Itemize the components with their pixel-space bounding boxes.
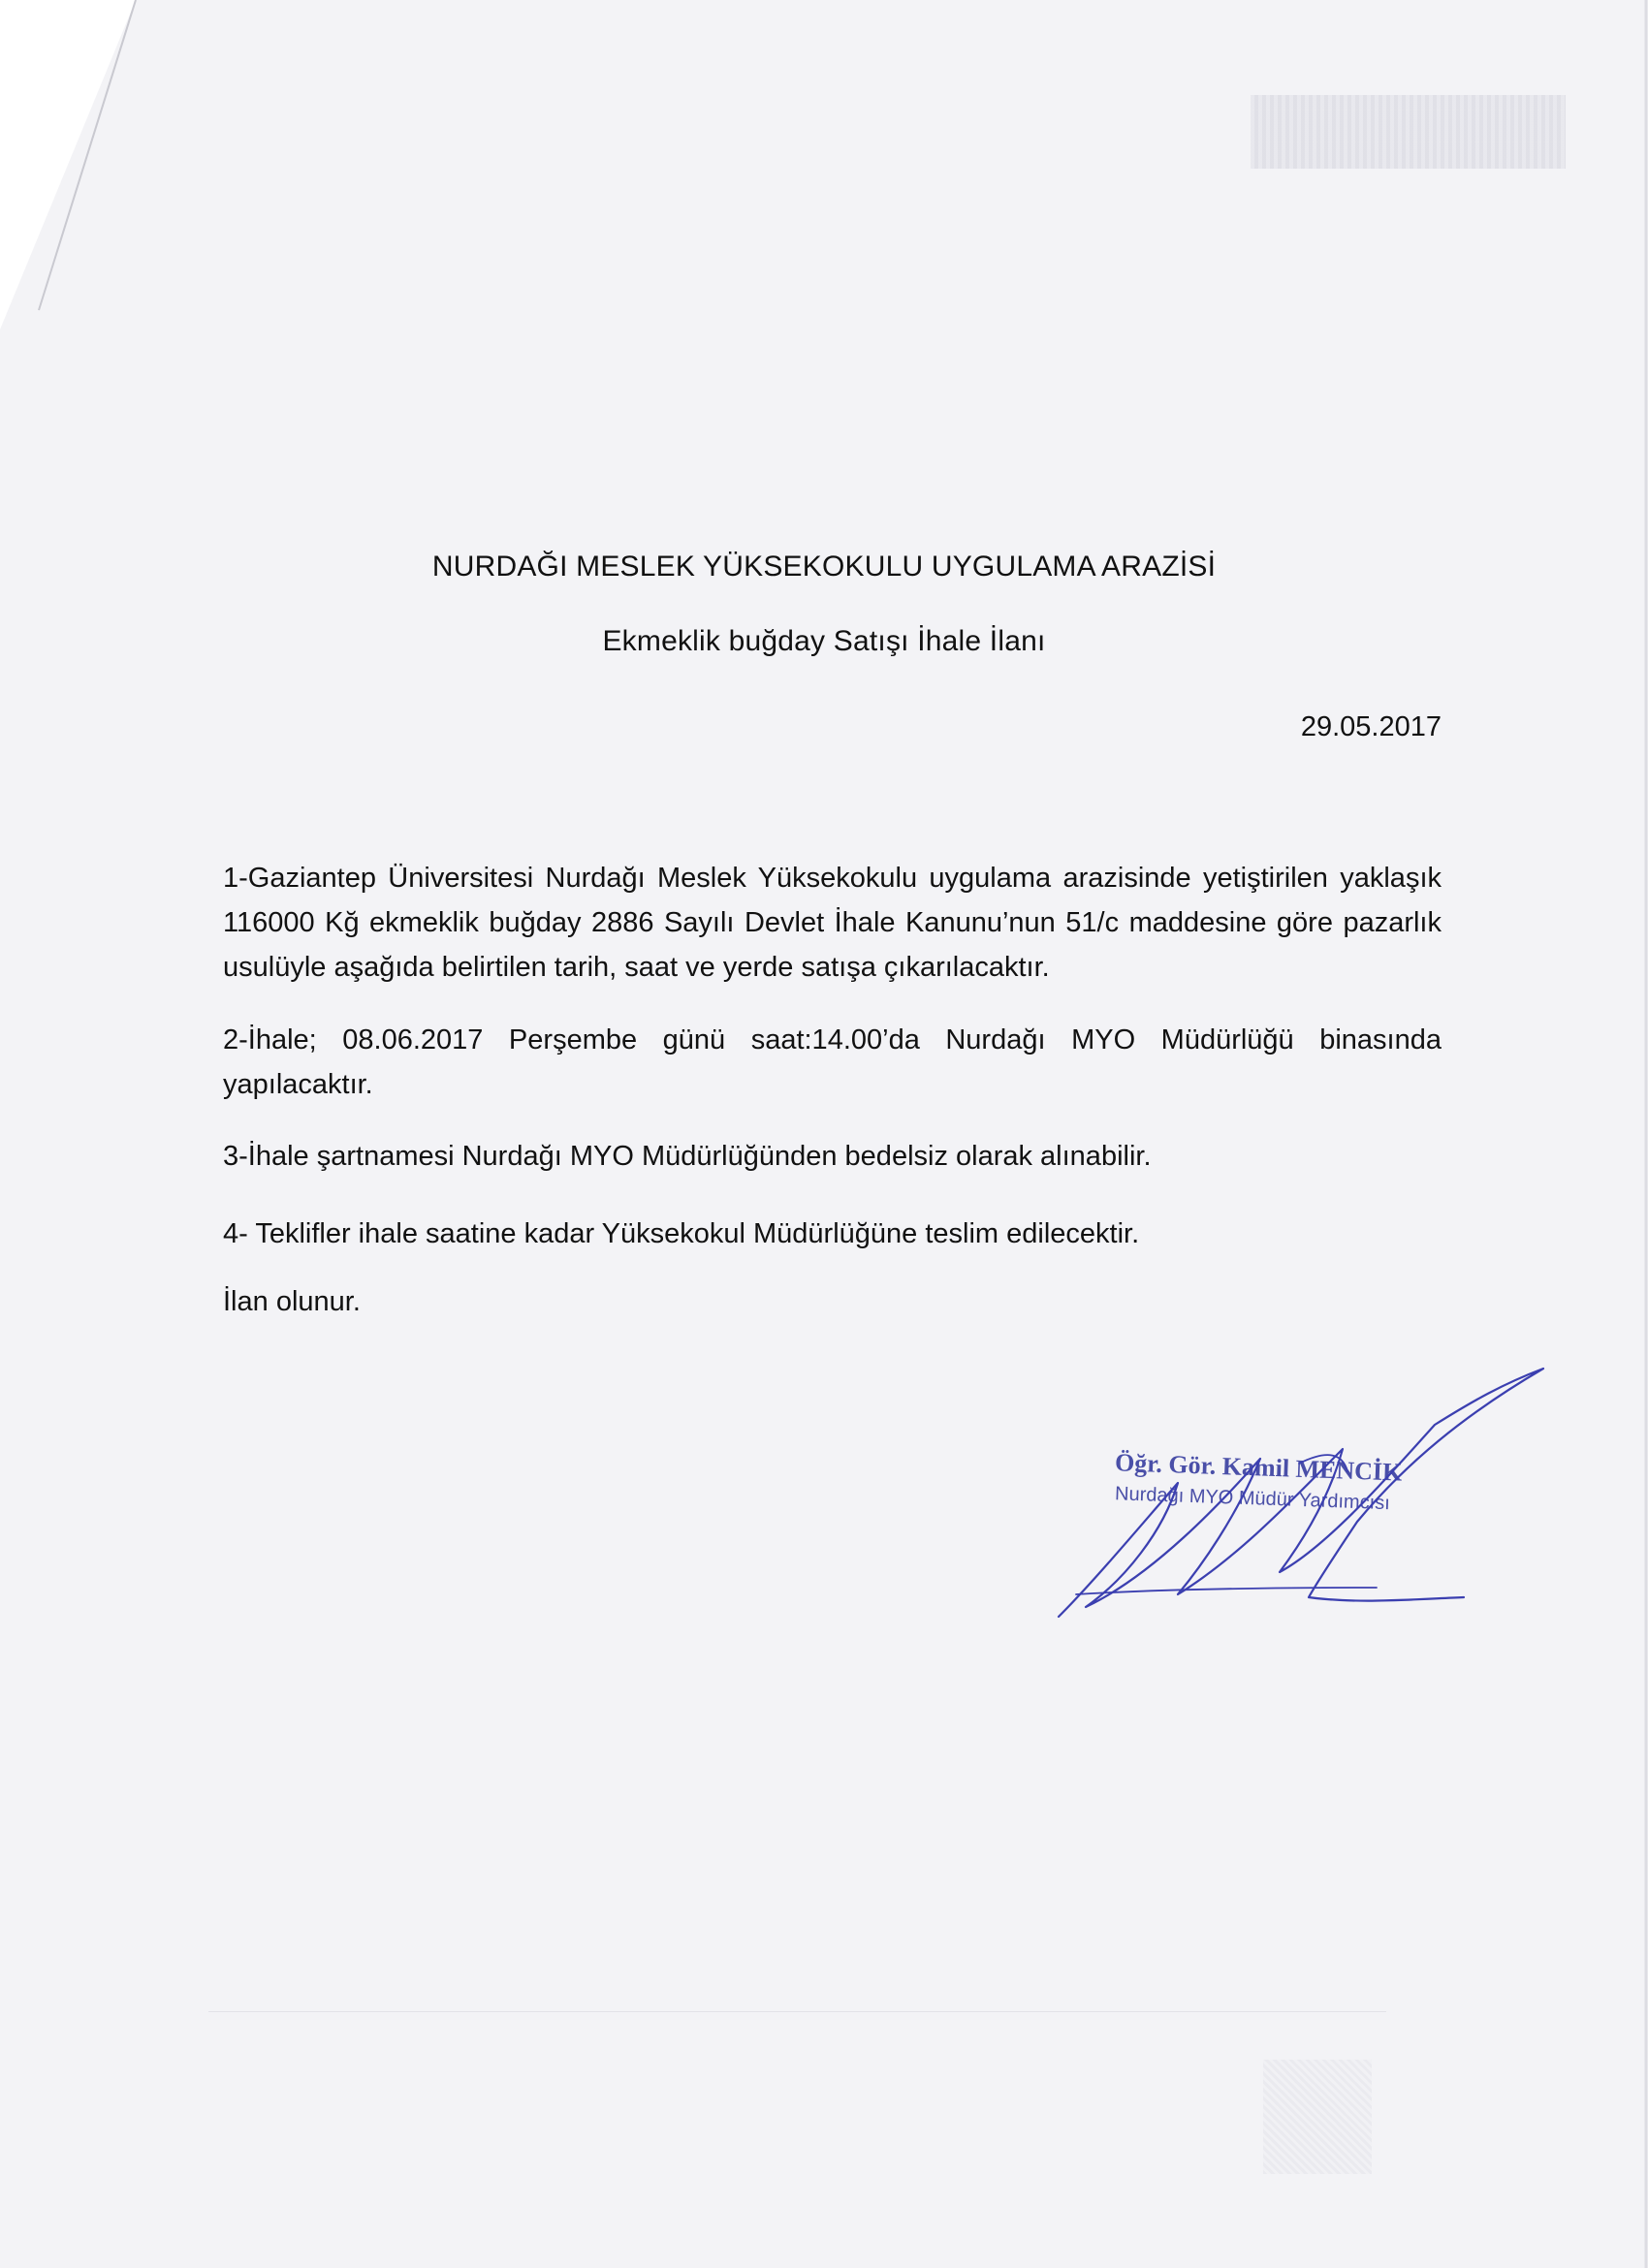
document-date: 29.05.2017 — [1300, 711, 1442, 742]
paragraph-3: 3-İhale şartnamesi Nurdağı MYO Müdürlüğünden bedelsiz olarak alınabilir. — [223, 1141, 1152, 1172]
handwritten-signature — [1008, 1357, 1551, 1648]
signatory-name: Öğr. Gör. Kamil MENCİK — [1114, 1448, 1403, 1487]
closing-line: İlan olunur. — [223, 1286, 361, 1317]
signatory-title: Nurdağı MYO Müdür Yardımcısı — [1114, 1483, 1391, 1515]
paragraph-4: 4- Teklifler ihale saatine kadar Yüksekokul Müdürlüğüne teslim edilecektir. — [223, 1218, 1140, 1249]
document-title: NURDAĞI MESLEK YÜKSEKOKULU UYGULAMA ARAZİSİ — [431, 551, 1217, 583]
document-subtitle: Ekmeklik buğday Satışı İhale İlanı — [602, 625, 1046, 657]
paragraph-2: 2-İhale; 08.06.2017 Perşembe günü saat:14.00’da Nurdağı MYO Müdürlüğü binasında yapılacaktır. — [223, 1024, 1442, 1100]
paragraph-1: 1-Gaziantep Üniversitesi Nurdağı Meslek Yüksekokulu uygulama arazisinde yetiştirilen yaklaşık 116000 Kğ ekmeklik buğday 2886 Sayılı Devlet İhale Kanunu’nun 51/c maddesine göre pazarlık usulüyle aşağıda belirtilen tarih, saat ve yerde satışa çıkarılacaktır. — [223, 863, 1442, 983]
